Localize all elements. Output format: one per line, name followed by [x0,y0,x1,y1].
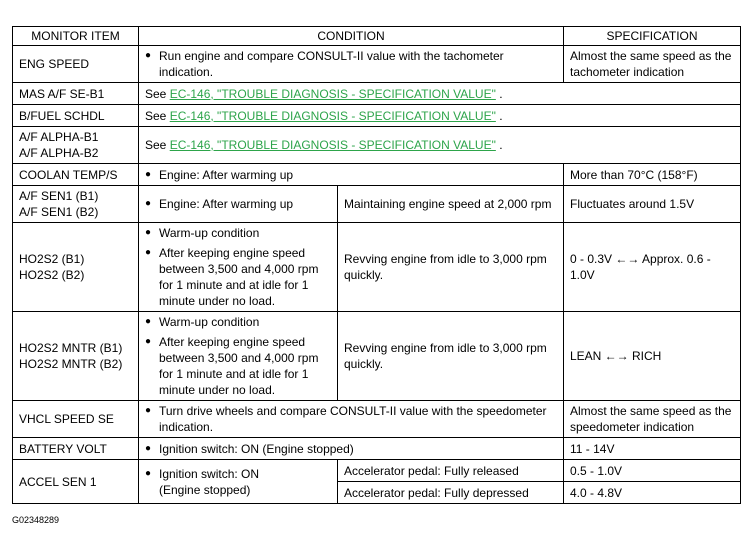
condition-cell: ● Engine: After warming up [139,164,564,186]
see-reference-cell: See EC-146, "TROUBLE DIAGNOSIS - SPECIFICATION VALUE" . [139,127,741,164]
see-reference-cell: See EC-146, "TROUBLE DIAGNOSIS - SPECIFICATION VALUE" . [139,105,741,127]
condition-cell: ● Warm-up condition ● After keeping engine speed between 3,500 and 4,000 rpm for 1 minute and at idle for 1 minute under no load. [139,312,338,401]
item-cell: MAS A/F SE-B1 [13,83,139,105]
sub-condition-cell: Maintaining engine speed at 2,000 rpm [338,186,564,223]
table-row [13,46,741,83]
condition-cell: ● Run engine and compare CONSULT-II value with the tachometer indication. [139,46,564,83]
bullet-icon: ● [145,316,152,327]
item-cell: A/F ALPHA-B1 A/F ALPHA-B2 [13,127,139,164]
table-row [13,127,741,164]
reference-link[interactable]: EC-146, "TROUBLE DIAGNOSIS - SPECIFICATION VALUE" [169,138,496,152]
table-row [13,186,741,223]
item-cell: ACCEL SEN 1 [13,460,139,504]
table-row [13,312,741,401]
bullet-icon: ● [145,227,152,238]
item-cell: HO2S2 MNTR (B1) HO2S2 MNTR (B2) [13,312,139,401]
figure-code: G02348289 [12,515,60,525]
spec-cell: 11 - 14V [564,438,741,460]
see-reference-cell: See EC-146, "TROUBLE DIAGNOSIS - SPECIFICATION VALUE" . [139,83,741,105]
item-cell: A/F SEN1 (B1) A/F SEN1 (B2) [13,186,139,223]
sub-condition-cell: Accelerator pedal: Fully depressed [338,482,564,504]
bullet-icon: ● [145,168,152,180]
spec-cell: Fluctuates around 1.5V [564,186,741,223]
item-cell: BATTERY VOLT [13,438,139,460]
table-row [13,438,741,460]
table-header-row [13,27,741,46]
bullet-icon: ● [145,467,152,479]
table-row [13,460,741,482]
reference-link[interactable]: EC-146, "TROUBLE DIAGNOSIS - SPECIFICATION VALUE" [169,86,496,101]
condition-cell: ● Ignition switch: ON (Engine stopped) [139,438,564,460]
item-cell: HO2S2 (B1) HO2S2 (B2) [13,223,139,312]
bullet-icon: ● [145,442,152,454]
table-row [13,83,741,105]
monitor-spec-table [12,26,741,504]
bullet-icon: ● [145,50,152,61]
item-cell: COOLAN TEMP/S [13,164,139,186]
item-cell: B/FUEL SCHDL [13,105,139,127]
condition-cell: ● Engine: After warming up [139,186,338,223]
sub-condition-cell: Revving engine from idle to 3,000 rpm quickly. [338,223,564,312]
table-row [13,223,741,312]
bullet-icon: ● [145,405,152,416]
header-monitor-item: MONITOR ITEM [13,27,139,46]
spec-cell: 0.5 - 1.0V [564,460,741,482]
condition-cell: ● Ignition switch: ON (Engine stopped) [139,460,338,504]
spec-cell: Almost the same speed as the tachometer indication [564,46,741,83]
spec-cell: More than 70°C (158°F) [564,164,741,186]
item-cell: ENG SPEED [13,46,139,83]
spec-cell: 0 - 0.3V ←→ Approx. 0.6 - 1.0V [564,223,741,312]
sub-condition-cell: Revving engine from idle to 3,000 rpm quickly. [338,312,564,401]
bullet-icon: ● [145,247,152,258]
bullet-icon: ● [145,198,152,209]
spec-cell: LEAN ←→ RICH [564,312,741,401]
table-row [13,401,741,438]
sub-condition-cell: Accelerator pedal: Fully released [338,460,564,482]
condition-cell: ● Warm-up condition ● After keeping engine speed between 3,500 and 4,000 rpm for 1 minute and at idle for 1 minute under no load. [139,223,338,312]
item-cell: VHCL SPEED SE [13,401,139,438]
table-row [13,105,741,127]
spec-cell: Almost the same speed as the speedometer indication [564,401,741,438]
table-row [13,164,741,186]
reference-link[interactable]: EC-146, "TROUBLE DIAGNOSIS - SPECIFICATION VALUE" [169,108,496,123]
bullet-icon: ● [145,336,152,347]
header-condition: CONDITION [139,27,564,46]
spec-cell: 4.0 - 4.8V [564,482,741,504]
condition-cell: ● Turn drive wheels and compare CONSULT-II value with the speedometer indication. [139,401,564,438]
header-specification: SPECIFICATION [564,27,741,46]
